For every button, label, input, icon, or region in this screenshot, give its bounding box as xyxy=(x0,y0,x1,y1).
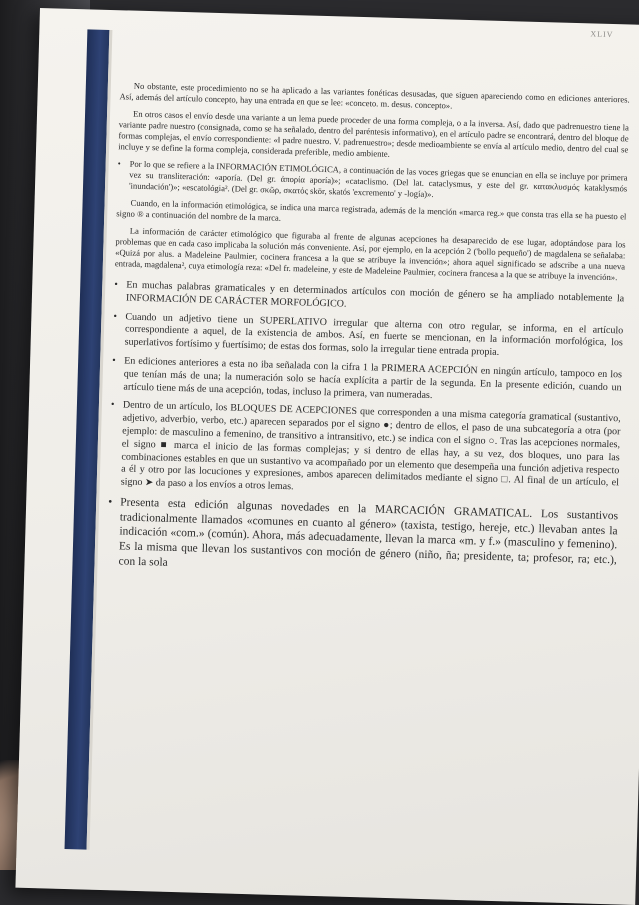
running-head: XLIV xyxy=(590,29,614,40)
paragraph-bloques-acepciones: • Dentro de un artículo, los BLOQUES DE ACEPCIONES que corresponden a una misma categoría gramatical (sustantivo, adjetivo, adverbio, verbo, etc.) aparecen separados por el signo ●; dentro de ellos, el paso de una subcategoría a otra (por ejemplo: de masculino a femenino, de transitivo a intransitivo, etc.) se indica con el signo ○. Tras las acepciones normales, el signo ■ marca el inicio de las formas complejas; y si dentro de ellas hay, a su vez, dos bloques, uno para las combinaciones estables en que un sustantivo va acompañado por un elemento que desempeña una función adjetiva respecto a él y otro por las locuciones y expresiones, ambos aparecen delimitados mediante el signo □. Al final de un artículo, el signo ➤ da paso a los envíos a otros lemas. xyxy=(109,400,621,504)
page-body xyxy=(106,80,630,589)
paragraph-variantes: No obstante, este procedimiento no se ha aplicado a las variantes fonéticas desusadas, que siguen apareciendo como en ediciones anteriores. Así, además del artículo concepto, hay una entrada en que se lee: «conceto. m. desus. concepto». xyxy=(119,80,630,111)
book-spine-stripe xyxy=(65,29,110,849)
paragraph-morfologia: • En muchas palabras gramaticales y en determinados artículos con moción de género se ha ampliado notablemente la INFORMACIÓN DE CARÁCTER MORFOLÓGICO. xyxy=(114,279,625,319)
book-page xyxy=(15,8,639,905)
paragraph-marcacion-gramatical: • Presenta esta edición algunas novedades en la MARCACIÓN GRAMATICAL. Los sustantivos tradicionalmente llamados «comunes en cuanto al género» (taxista, testigo, hereje, etc.) llevaban antes la indicación «com.» (común). Ahora, más adecuadamente, llevan la marca «m. y f.» (masculino y femenino). Es la misma que llevan los sustantivos con moción de género (niño, ña; presidente, ta; profesor, ra; etc.), con la sola xyxy=(106,495,618,583)
paragraph-etimologia: • Por lo que se refiere a la INFORMACIÓN ETIMOLÓGICA, a continuación de las voces griegas que se enuncian en ella se incluye por primera vez su transliteración: «aporía. (Del gr. ἀπορία aporía)»; «cataclismo. (Del lat. cataclysmus, y este del gr. κατακλυσμός kataklysmós 'inundación')»; «escatológia². (Del gr. σκῶρ, σκατός skōr, skatós 'excremento' y -logía)». xyxy=(117,158,628,205)
paragraph-superlativo: • Cuando un adjetivo tiene un SUPERLATIVO irregular que alterna con otro regular, se informa, en el artículo correspondiente a aquel, de la existencia de ambos. Así, en fuerte se mencionan, en la información morfológica, los superlativos fortísimo y fuertísimo; de estas dos formas, solo la irregular tiene entrada propia. xyxy=(113,311,624,364)
paragraph-envios: En otros casos el envío desde una variante a un lema puede proceder de una forma compleja, o a la inversa. Así, dado que padrenuestro tiene la variante padre nuestro (consignada, como se ha señalado, dentro del paréntesis informativo), en el artículo padre se encontrará, dentro del bloque de formas complejas, el envío correspondiente: «‖ padre nuestro. V. padrenuestro»; desde medioambiente se envía al artículo medio, dentro del cual se incluye y se define la forma compleja, considerada preferible, medio ambiente. xyxy=(118,108,630,159)
paragraph-marca-registrada: Cuando, en la información etimológica, se indica una marca registrada, además de la mención «marca reg.» que consta tras ella se ha puesto el signo ® a continuación del nombre de la marca. xyxy=(116,197,627,223)
paragraph-primera-acepcion: • En ediciones anteriores a esta no iba señalada con la cifra 1 la PRIMERA ACEPCIÓN en ningún artículo, tampoco en los que tenían más de una; la numeración solo se hacía explícita a partir de la segunda. En la presente edición, cuando un artículo tiene más de una acepción, todas, incluso la primera, van numeradas. xyxy=(111,355,622,408)
paragraph-magdalena: La información de carácter etimológico que figuraba al frente de algunas acepciones ha desaparecido de ese lugar, adoptándose para los problemas que en cada caso implicaba la solución más conveniente. Así, por ejemplo, en la acepción 2 ('bollo pequeño') de magdalena se señalaba: «Quizá por alus. a Madeleine Paulmier, cocinera francesa a la que se atribuye la invención»; ahora aquel significado se adscribe a una nueva entrada, magdalena², cuya etimología reza: «Del fr. madeleine, y este de Madeleine Paulmier, cocinera francesa a la que se atribuye la invención». xyxy=(114,225,626,283)
